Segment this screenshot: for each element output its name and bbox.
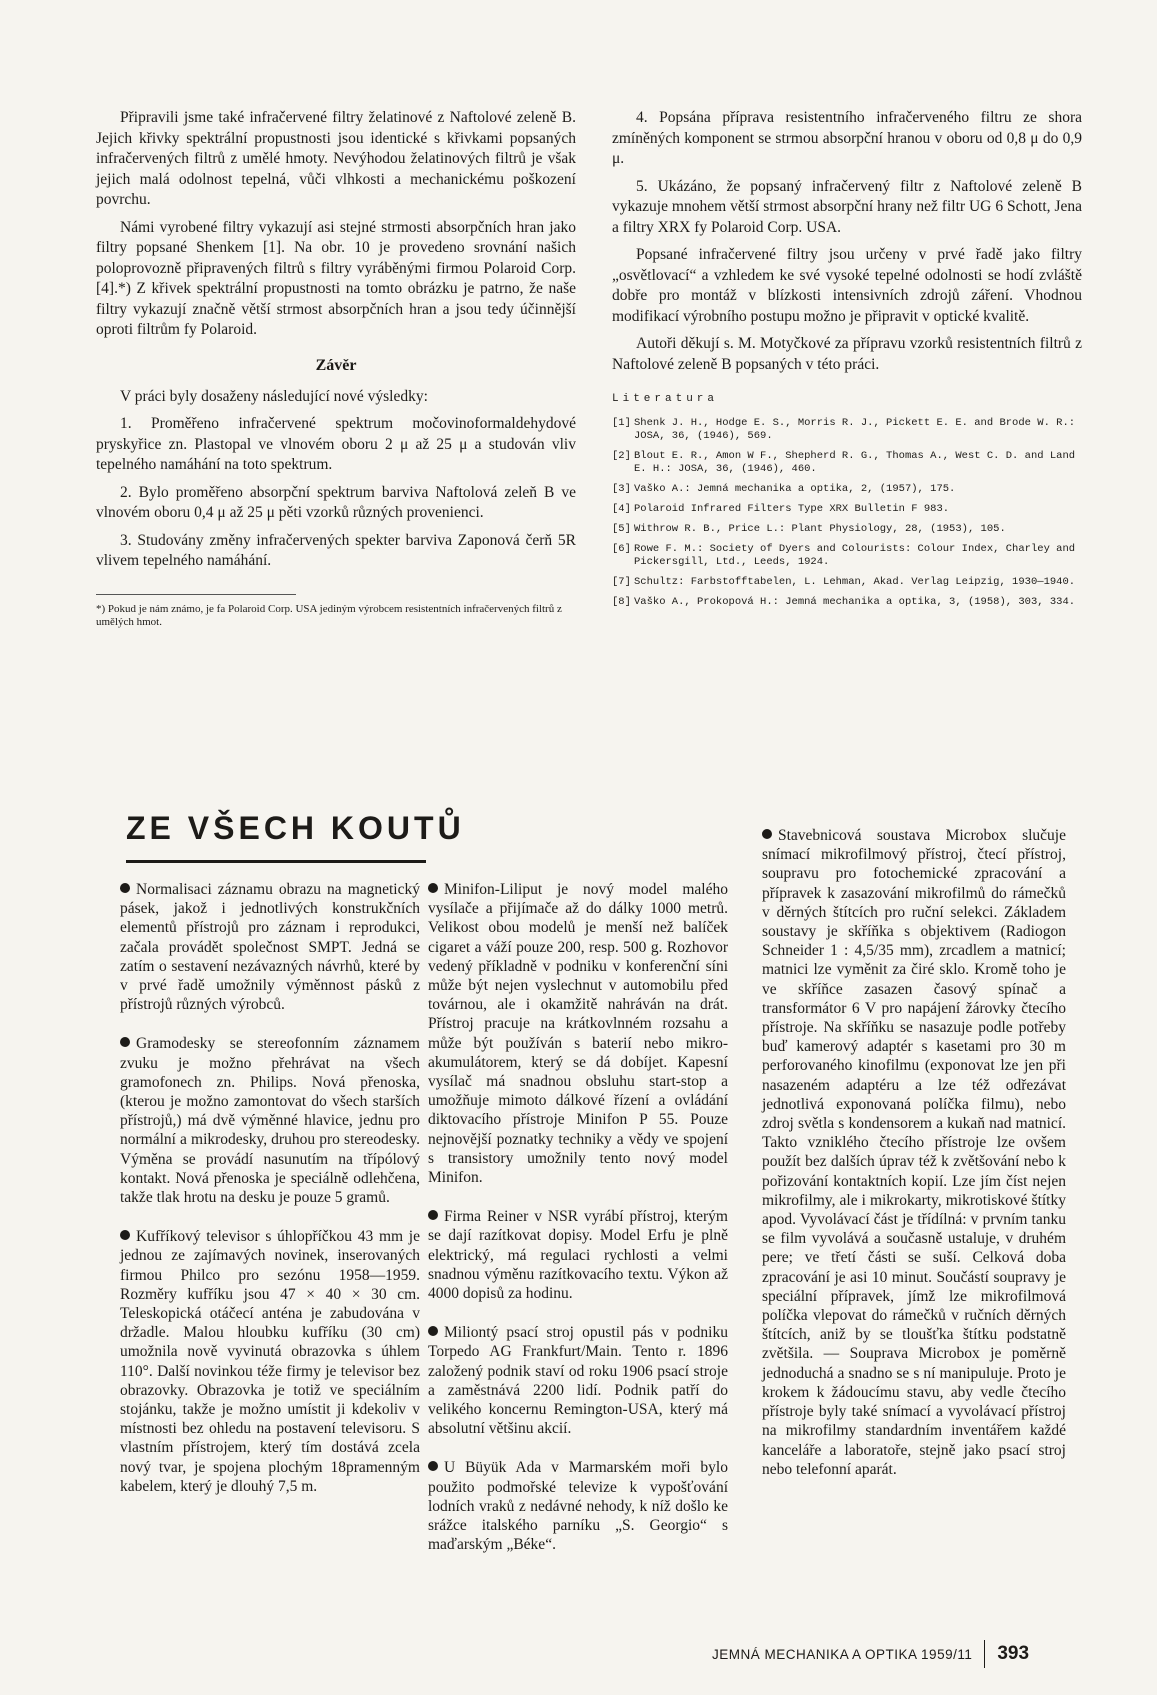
reference-item — [612, 543, 1082, 569]
reference-number: [1] — [612, 417, 631, 429]
reference-text: Blout E. R., Amon W F., Shepherd R. G., Thomas A., West C. D. and Land E. H.: JOSA, 36, (1946), 460. — [634, 450, 1076, 475]
news-item — [428, 880, 728, 1187]
news-text: U Büyük Ada v Marmarském moři bylo použito podmořské televize k vypošťování lodních vraků z nedávné nehody, k níž došlo ke srážce italského parníku „S. Georgio“ s maďarským „Béke“. — [428, 1459, 728, 1554]
reference-text: Schultz: Farbstofftabelen, L. Lehman, Akad. Verlag Leipzig, 1930—1940. — [634, 576, 1076, 588]
reference-text: Vaško A.: Jemná mechanika a optika, 2, (1957), 175. — [634, 483, 956, 495]
bullet-icon — [120, 1230, 130, 1240]
conclusion-item: 3. Studovány změny infračervených spekter barviva Zaponová čerň 5R vlivem tepelného namáhání. — [96, 531, 576, 569]
bullet-icon — [428, 1326, 438, 1336]
paragraph: Popsané infračervené filtry jsou určeny v prvé řadě jako filtry „osvětlovací“ a vzhledem ke své vysoké tepelné odolnosti se hodí zvláště dobře pro montáž v blízkosti intensivních zdrojů záření. Vhodnou modifikací výrobního postupu možno je připravit v optické kvalitě. — [612, 246, 1082, 325]
bullet-icon — [428, 1210, 438, 1220]
section-heading: ZE VŠECH KOUTŮ — [126, 810, 465, 846]
journal-name: JEMNÁ MECHANIKA A OPTIKA 1959/11 — [712, 1646, 973, 1662]
article-right-column — [612, 108, 1082, 616]
reference-item — [612, 596, 1082, 609]
reference-item — [612, 417, 1082, 443]
reference-number: [5] — [612, 523, 631, 535]
conclusion-item: 5. Ukázáno, že popsaný infračervený filtr z Naftolové zeleně B vykazuje mnohem větší strmost absorpční hrany než filtr UG 6 Schott, Jena a filtry XRX fy Polaroid Corp. USA. — [612, 177, 1082, 236]
news-item — [120, 1227, 420, 1496]
bullet-icon — [428, 1461, 438, 1471]
reference-text: Vaško A., Prokopová H.: Jemná mechanika a optika, 3, (1958), 303, 334. — [634, 596, 1076, 608]
conclusion-item: 2. Bylo proměřeno absorpční spektrum barviva Naftolová zeleň B ve vlnovém oboru 0,4 μ až 25 μ pěti vzorků různých provenienci. — [96, 483, 576, 521]
conclusion-item: 4. Popsána příprava resistentního infračerveného filtru ze shora zmíněných komponent se strmou absorpční hranou v oboru od 0,8 μ do 0,9 μ. — [612, 109, 1082, 167]
bullet-icon — [762, 829, 772, 839]
bullet-icon — [120, 1037, 130, 1047]
reference-number: [2] — [612, 450, 631, 462]
reference-number: [8] — [612, 596, 631, 608]
news-item — [120, 1034, 420, 1207]
literature-title: Literatura — [612, 393, 719, 405]
paragraph: Připravili jsme také infračervené filtry želatinové z Naftolové zeleně B. Jejich křivky spektrální propustnosti jsou identické s křivkami popsaných infračervených filtrů z umělé hmoty. Nevýhodou želatinových filtrů je však jejich malá odolnost tepelná, vůči vlhkosti a mechanickému poškození povrchu. — [96, 109, 576, 208]
reference-text: Withrow R. B., Price L.: Plant Physiology, 28, (1953), 105. — [634, 523, 1006, 535]
footer-divider — [984, 1640, 985, 1668]
footnote-text: *) Pokud je nám známo, je fa Polaroid Corp. USA jediným výrobcem resistentních infračervených filtrů z umělých hmot. — [96, 602, 562, 628]
reference-number: [6] — [612, 543, 631, 555]
heading-underline — [126, 860, 426, 863]
reference-item — [612, 483, 1082, 496]
news-text: Stavebnicová soustava Microbox slučuje snímací mikrofilmový přístroj, čtecí přístroj, soupravu pro fotochemické zpracování a přípravek k zasazování mikrofilmů do rámečků v děrných štítcích pro ruční selekci. Základem soustavy je skříňka s objektivem (Radiogon Schneider 1 : 4,5/35 mm), zrcadlem a matnicí; matnici lze vyměnit za čiré sklo. Kromě toho je ve skříňce zasazen časový spínač a transformátor 6 V pro napájení žárovky čtecího přístroje. Na skříňku se nasazuje podle potřeby buď kamerový adaptér s kasetami pro 30 m perforovaného kinofilmu (exponovat lze jen při nasazeném adaptéru a lze též odřezávat jednotlivá exponovaná políčka filmu), nebo zdroj světla s kondensorem a kukaň nad matnicí. Takto vzniklého čtecího přístroje lze ovšem použít bez dalších úprav též k zvětšování nebo k pořizování kontaktních kopií. Lze jím číst nejen mikrofilmy, ale i mikrokarty, mikrotiskové štítky apod. Vyvolávací část je třídílná: v prvním tanku se film vyvolává a současně ustaluje, v druhém pere; ve třetí části se suší. Celková doba zpracování je asi 10 minut. Součástí soupravy je speciální přípravek, jímž lze mikrofilmová políčka vlepovat do rámečků v ručních děrných štítcích, aniž by se tloušťka štítku podstatně zvětšila. — Souprava Microbox je poměrně jednoduchá a snadno se s ní manipuluje. Proto je krokem k žádoucímu stavu, aby vedle čtecího přístroje byly také snímací a vyvolávací přístroj na mikrofilmy standardním inventářem každé kanceláře a laboratoře, stejně jako psací stroj nebo telefonní aparát. — [762, 827, 1066, 1478]
reference-text: Shenk J. H., Hodge E. S., Morris R. J., Pickett E. E. and Brode W. R.: JOSA, 36, (1946), 569. — [634, 417, 1076, 442]
news-column-1 — [120, 880, 420, 1516]
paragraph: Námi vyrobené filtry vykazují asi stejné strmosti absorpčních hran jako filtry popsané Shenkem [1]. Na obr. 10 je provedeno srovnání našich poloprovozně připravených filtrů s filtry vyráběnými firmou Polaroid Corp. [4].*) Z křivek spektrální propustnosti na tomto obrázku je patrno, že naše filtry vykazují značně větší strmost absorpčních hran a jsou tedy účinnější oproti filtrům fy Polaroid. — [96, 218, 576, 338]
conclusion-item: 1. Proměřeno infračervené spektrum močovinoformaldehydové pryskyřice zn. Plastopal ve vlnovém oboru 2 μ až 25 μ a studován vliv tepelného namáhání na toto spektrum. — [96, 415, 576, 473]
news-item — [120, 880, 420, 1014]
footnote — [96, 594, 562, 629]
reference-number: [7] — [612, 576, 631, 588]
page-footer — [712, 1640, 1029, 1668]
reference-item — [612, 523, 1082, 536]
news-item — [428, 1207, 728, 1303]
news-column-2 — [428, 880, 728, 1575]
reference-number: [4] — [612, 503, 631, 515]
conclusion-intro: V práci byly dosaženy následující nové výsledky: — [120, 387, 428, 405]
news-text: Normalisaci záznamu obrazu na magnetický pásek, jakož i jednotlivých konstrukčních elementů přístrojů pro záznam i reprodukci, začala provádět společnost SMPT. Jedná se zatím o sestavení nezávazných návrhů, které by v prvé řadě umožnily výměnnost pásků z přístrojů různých výrobců. — [120, 881, 420, 1014]
acknowledgement: Autoři děkují s. M. Motyčkové za přípravu vzorků resistentních filtrů z Naftolové zeleně B popsaných v této práci. — [612, 335, 1082, 373]
article-left-column — [96, 108, 576, 629]
reference-number: [3] — [612, 483, 631, 495]
news-text: Miliontý psací stroj opustil pás v podniku Torpedo AG Frankfurt/Main. Tento r. 1896 založený podnik staví od roku 1906 psací stroje a zaměstnává 2200 lidí. Podnik patří do velikého koncernu Remington-USA, který má absolutní většinu akcií. — [428, 1324, 728, 1438]
reference-item — [612, 576, 1082, 589]
news-column-3 — [762, 826, 1066, 1499]
news-item — [428, 1323, 728, 1438]
news-text: Firma Reiner v NSR vyrábí přístroj, kterým se dají razítkovat dopisy. Model Erfu je plně elektrický, má regulaci rychlosti a velmi snadnou výměnu razítkovacího textu. Výkon až 4000 dopisů za hodinu. — [428, 1208, 728, 1303]
section-title: Závěr — [315, 356, 357, 374]
news-text: Kufříkový televisor s úhlopříčkou 43 mm je jednou ze zajímavých novinek, inserovaných firmou Philco pro sezónu 1958—1959. Rozměry kufříku jsou 47 × 40 × 30 cm. Teleskopická otáčecí anténa je zabudována v držadle. Malou hloubku kufříku (30 cm) umožnila nově vyvinutá obrazovka s úhlem 110°. Další novinkou téže firmy je televisor bez obrazovky. Obrazovka je totiž ve speciálním stojánku, takže je možno umístit ji kdekoliv v místnosti bez ohledu na postavení televisoru. S vlastním přístrojem, který tím dostává zcela nový tvar, je spojena plochým 18pramenným kabelem, který je dlouhý 7,5 m. — [120, 1228, 420, 1495]
news-item — [428, 1458, 728, 1554]
news-text: Gramodesky se stereofonním záznamem zvuku je možno přehrávat na všech gramofonech zn. Philips. Nová přenoska, (kterou je možno zamontovat do všech starších přístrojů,) má dvě výměnné hlavice, jednu pro normální a mikrodesky, druhou pro stereodesky. Výměna se provádí nasunutím na třípólový kontakt. Nová přenoska je speciálně odlehčena, takže tlak hrotu na desku je pouze 5 gramů. — [120, 1035, 420, 1207]
page-number: 393 — [997, 1643, 1030, 1664]
reference-item — [612, 503, 1082, 516]
reference-text: Rowe F. M.: Society of Dyers and Colourists: Colour Index, Charley and Pickersgill, Ltd., Leeds, 1924. — [634, 543, 1076, 568]
news-item — [762, 826, 1066, 1479]
bullet-icon — [120, 883, 130, 893]
reference-item — [612, 450, 1082, 476]
news-text: Minifon-Liliput je nový model malého vysílače a přijímače až do dálky 1000 metrů. Velikost obou modelů je menší než balíček cigaret a váží pouze 200, resp. 500 g. Rozhovor vedený příkladně v podniku v konferenční síni může být nejen vyslechnut v automobilu před továrnou, ale i okamžitě nahráván na drát. Přístroj pracuje na krátkovlnném rozsahu a může být používán s baterií nebo mikro-akumulátorem, který se dá dobíjet. Kapesní vysílač má snadnou obsluhu start-stop a umožňuje mimoto dálkové řízení a ovládání diktovacího přístroje Minifon P 55. Pouze nejnovější poznatky techniky a vědy ve spojení s transistory umožnily tento nový model Minifon. — [428, 881, 728, 1187]
bullet-icon — [428, 883, 438, 893]
reference-text: Polaroid Infrared Filters Type XRX Bulletin F 983. — [634, 503, 950, 515]
